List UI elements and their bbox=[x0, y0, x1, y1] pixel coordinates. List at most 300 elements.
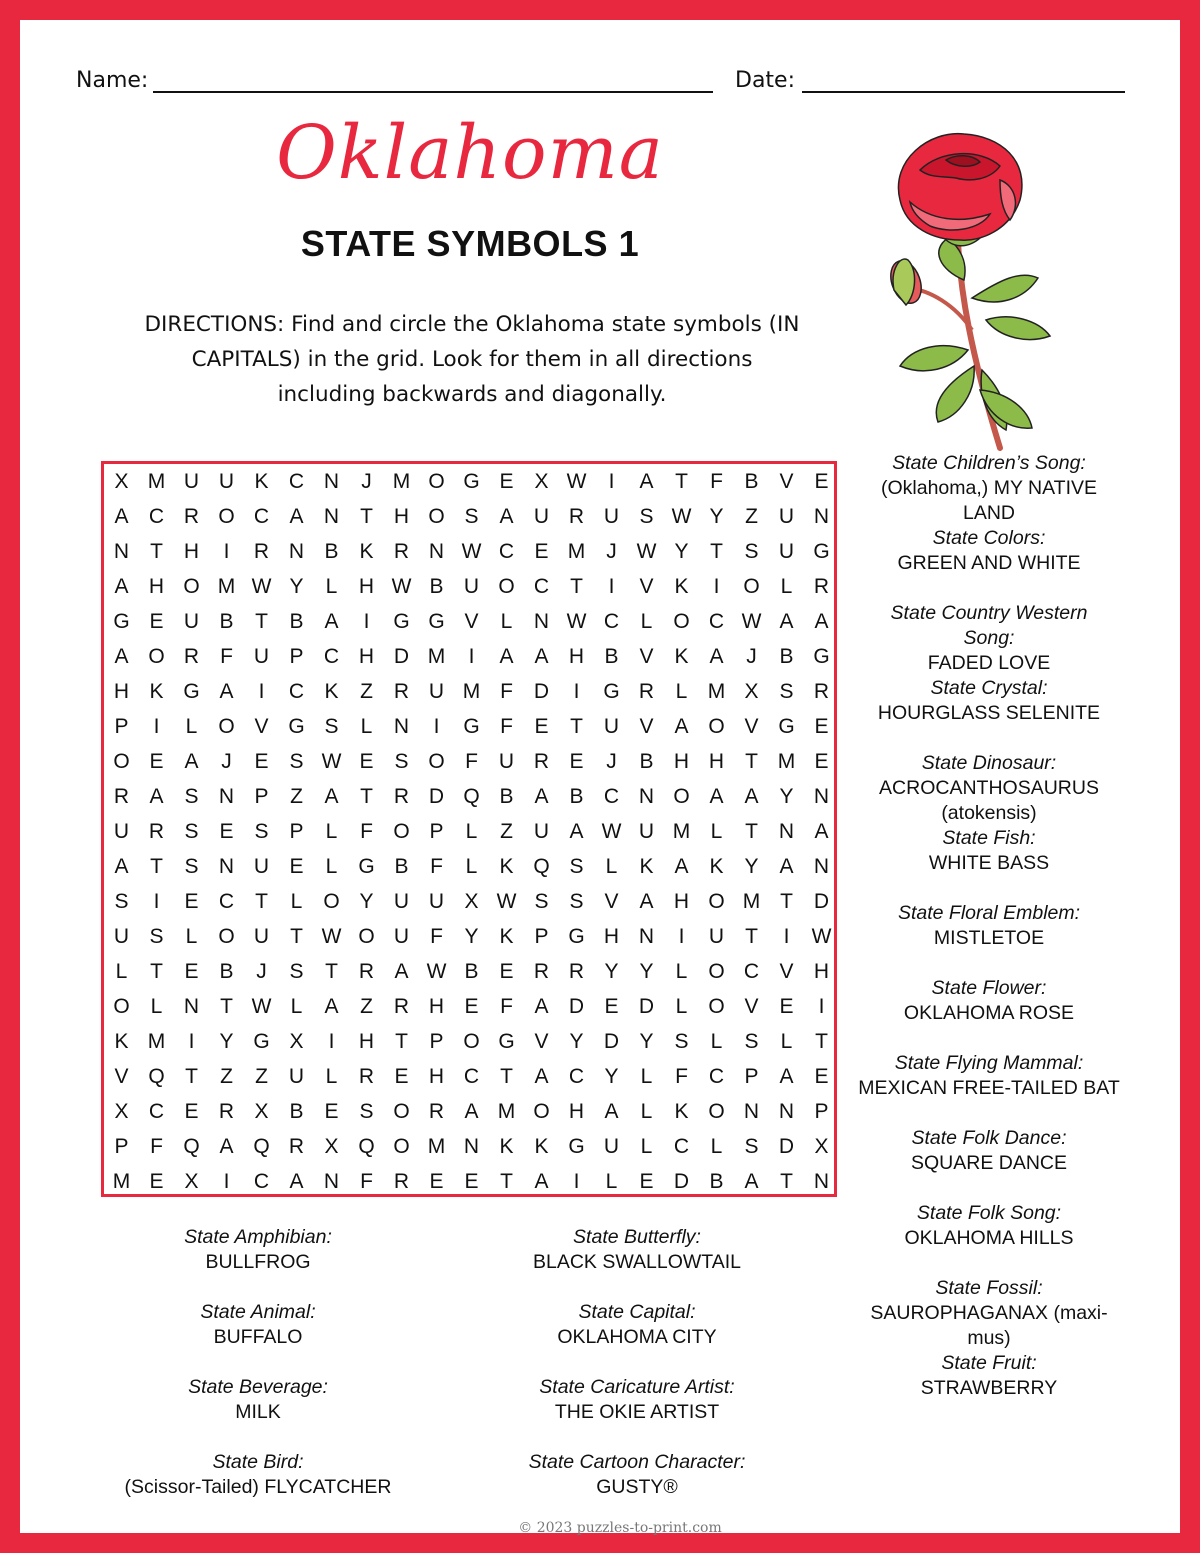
grid-letter[interactable]: J bbox=[606, 750, 617, 773]
grid-letter[interactable]: K bbox=[499, 925, 514, 948]
grid-letter[interactable]: Y bbox=[604, 960, 619, 983]
grid-letter[interactable]: O bbox=[393, 1135, 410, 1158]
grid-letter[interactable]: O bbox=[708, 1100, 725, 1123]
grid-letter[interactable]: S bbox=[779, 680, 794, 703]
grid-letter[interactable]: J bbox=[256, 960, 267, 983]
grid-letter[interactable]: U bbox=[533, 820, 550, 843]
grid-letter[interactable]: J bbox=[361, 470, 372, 493]
grid-letter[interactable]: H bbox=[813, 960, 830, 983]
grid-letter[interactable]: O bbox=[113, 995, 130, 1018]
grid-letter[interactable]: B bbox=[779, 645, 794, 668]
grid-letter[interactable]: U bbox=[778, 540, 795, 563]
grid-letter[interactable]: F bbox=[360, 820, 373, 843]
grid-letter[interactable]: F bbox=[500, 715, 513, 738]
grid-letter[interactable]: R bbox=[568, 960, 585, 983]
grid-letter[interactable]: M bbox=[742, 890, 761, 913]
grid-letter[interactable]: T bbox=[500, 1065, 513, 1088]
grid-letter[interactable]: V bbox=[744, 995, 759, 1018]
grid-letter[interactable]: I bbox=[328, 1030, 335, 1053]
grid-letter[interactable]: K bbox=[359, 540, 374, 563]
grid-letter[interactable]: J bbox=[746, 645, 757, 668]
grid-letter[interactable]: N bbox=[638, 785, 655, 808]
grid-letter[interactable]: X bbox=[289, 1030, 304, 1053]
grid-letter[interactable]: H bbox=[358, 645, 375, 668]
grid-letter[interactable]: H bbox=[603, 925, 620, 948]
grid-letter[interactable]: L bbox=[640, 1065, 653, 1088]
grid-letter[interactable]: A bbox=[814, 610, 829, 633]
grid-letter[interactable]: I bbox=[153, 715, 160, 738]
grid-letter[interactable]: A bbox=[184, 750, 199, 773]
grid-letter[interactable]: X bbox=[114, 470, 129, 493]
grid-letter[interactable]: G bbox=[568, 925, 585, 948]
grid-letter[interactable]: S bbox=[324, 715, 339, 738]
grid-letter[interactable]: H bbox=[708, 750, 725, 773]
grid-letter[interactable]: N bbox=[743, 1100, 760, 1123]
grid-letter[interactable]: Q bbox=[148, 1065, 165, 1088]
grid-letter[interactable]: V bbox=[639, 575, 654, 598]
grid-letter[interactable]: N bbox=[813, 1170, 830, 1193]
grid-letter[interactable]: H bbox=[428, 995, 445, 1018]
grid-letter[interactable]: O bbox=[743, 575, 760, 598]
grid-letter[interactable]: U bbox=[253, 645, 270, 668]
grid-letter[interactable]: C bbox=[498, 540, 515, 563]
grid-letter[interactable]: F bbox=[150, 1135, 163, 1158]
grid-letter[interactable]: C bbox=[743, 960, 760, 983]
grid-letter[interactable]: K bbox=[254, 470, 269, 493]
grid-letter[interactable]: S bbox=[744, 1135, 759, 1158]
grid-letter[interactable]: Q bbox=[358, 1135, 375, 1158]
grid-letter[interactable]: L bbox=[185, 715, 198, 738]
grid-letter[interactable]: R bbox=[393, 995, 410, 1018]
grid-letter[interactable]: Z bbox=[220, 1065, 233, 1088]
grid-letter[interactable]: A bbox=[324, 610, 339, 633]
grid-letter[interactable]: L bbox=[185, 925, 198, 948]
grid-letter[interactable]: A bbox=[744, 1170, 759, 1193]
grid-letter[interactable]: Y bbox=[709, 505, 724, 528]
grid-letter[interactable]: T bbox=[220, 995, 233, 1018]
grid-letter[interactable]: H bbox=[393, 505, 410, 528]
grid-letter[interactable]: I bbox=[468, 645, 475, 668]
grid-letter[interactable]: R bbox=[393, 1170, 410, 1193]
grid-letter[interactable]: I bbox=[433, 715, 440, 738]
grid-letter[interactable]: L bbox=[605, 1170, 618, 1193]
grid-letter[interactable]: L bbox=[360, 715, 373, 738]
grid-letter[interactable]: T bbox=[185, 1065, 198, 1088]
grid-letter[interactable]: O bbox=[533, 1100, 550, 1123]
grid-letter[interactable]: I bbox=[223, 1170, 230, 1193]
grid-letter[interactable]: S bbox=[184, 820, 199, 843]
grid-letter[interactable]: S bbox=[289, 960, 304, 983]
grid-letter[interactable]: U bbox=[463, 575, 480, 598]
grid-letter[interactable]: O bbox=[113, 750, 130, 773]
grid-letter[interactable]: I bbox=[573, 680, 580, 703]
grid-letter[interactable]: N bbox=[288, 540, 305, 563]
grid-letter[interactable]: N bbox=[323, 505, 340, 528]
grid-letter[interactable]: U bbox=[533, 505, 550, 528]
grid-letter[interactable]: K bbox=[674, 575, 689, 598]
grid-letter[interactable]: C bbox=[218, 890, 235, 913]
grid-letter[interactable]: R bbox=[393, 785, 410, 808]
grid-letter[interactable]: O bbox=[708, 960, 725, 983]
grid-letter[interactable]: P bbox=[289, 820, 304, 843]
grid-letter[interactable]: K bbox=[114, 1030, 129, 1053]
grid-letter[interactable]: G bbox=[603, 680, 620, 703]
grid-letter[interactable]: H bbox=[183, 540, 200, 563]
grid-letter[interactable]: P bbox=[534, 925, 549, 948]
grid-letter[interactable]: N bbox=[638, 925, 655, 948]
grid-letter[interactable]: T bbox=[255, 890, 268, 913]
grid-letter[interactable]: Y bbox=[569, 1030, 584, 1053]
grid-letter[interactable]: A bbox=[569, 820, 584, 843]
grid-letter[interactable]: N bbox=[393, 715, 410, 738]
grid-letter[interactable]: B bbox=[289, 610, 304, 633]
grid-letter[interactable]: L bbox=[675, 680, 688, 703]
grid-letter[interactable]: K bbox=[499, 1135, 514, 1158]
grid-letter[interactable]: Y bbox=[289, 575, 304, 598]
grid-letter[interactable]: E bbox=[429, 1170, 444, 1193]
grid-letter[interactable]: G bbox=[183, 680, 200, 703]
grid-letter[interactable]: P bbox=[114, 715, 129, 738]
grid-letter[interactable]: H bbox=[428, 1065, 445, 1088]
grid-letter[interactable]: O bbox=[148, 645, 165, 668]
grid-letter[interactable]: G bbox=[568, 1135, 585, 1158]
grid-letter[interactable]: C bbox=[533, 575, 550, 598]
grid-letter[interactable]: P bbox=[289, 645, 304, 668]
grid-letter[interactable]: T bbox=[395, 1030, 408, 1053]
grid-letter[interactable]: L bbox=[640, 1135, 653, 1158]
grid-letter[interactable]: G bbox=[463, 470, 480, 493]
grid-letter[interactable]: G bbox=[813, 645, 830, 668]
grid-letter[interactable]: C bbox=[708, 610, 725, 633]
grid-letter[interactable]: T bbox=[570, 715, 583, 738]
grid-letter[interactable]: Y bbox=[744, 855, 759, 878]
grid-letter[interactable]: W bbox=[321, 925, 342, 948]
grid-letter[interactable]: B bbox=[324, 540, 339, 563]
grid-letter[interactable]: O bbox=[323, 890, 340, 913]
grid-letter[interactable]: U bbox=[393, 925, 410, 948]
grid-letter[interactable]: S bbox=[184, 855, 199, 878]
grid-letter[interactable]: U bbox=[218, 470, 235, 493]
grid-letter[interactable]: G bbox=[463, 715, 480, 738]
grid-letter[interactable]: A bbox=[114, 505, 129, 528]
grid-letter[interactable]: E bbox=[569, 750, 584, 773]
grid-letter[interactable]: O bbox=[673, 610, 690, 633]
grid-letter[interactable]: T bbox=[360, 505, 373, 528]
grid-letter[interactable]: Y bbox=[779, 785, 794, 808]
grid-letter[interactable]: I bbox=[713, 575, 720, 598]
grid-letter[interactable]: L bbox=[710, 820, 723, 843]
grid-letter[interactable]: Q bbox=[183, 1135, 200, 1158]
grid-letter[interactable]: T bbox=[290, 925, 303, 948]
grid-letter[interactable]: G bbox=[393, 610, 410, 633]
grid-letter[interactable]: K bbox=[639, 855, 654, 878]
grid-letter[interactable]: S bbox=[184, 785, 199, 808]
grid-letter[interactable]: U bbox=[288, 1065, 305, 1088]
grid-letter[interactable]: U bbox=[113, 925, 130, 948]
grid-letter[interactable]: N bbox=[218, 855, 235, 878]
grid-letter[interactable]: E bbox=[184, 890, 199, 913]
grid-letter[interactable]: M bbox=[147, 470, 166, 493]
grid-letter[interactable]: X bbox=[464, 890, 479, 913]
grid-letter[interactable]: I bbox=[153, 890, 160, 913]
grid-letter[interactable]: N bbox=[183, 995, 200, 1018]
grid-letter[interactable]: O bbox=[428, 750, 445, 773]
grid-letter[interactable]: A bbox=[499, 505, 514, 528]
grid-letter[interactable]: T bbox=[570, 575, 583, 598]
grid-letter[interactable]: U bbox=[183, 610, 200, 633]
grid-letter[interactable]: R bbox=[638, 680, 655, 703]
grid-letter[interactable]: L bbox=[675, 995, 688, 1018]
grid-letter[interactable]: E bbox=[814, 470, 829, 493]
grid-letter[interactable]: A bbox=[289, 1170, 304, 1193]
grid-letter[interactable]: O bbox=[218, 505, 235, 528]
grid-letter[interactable]: B bbox=[639, 750, 654, 773]
grid-letter[interactable]: M bbox=[427, 645, 446, 668]
grid-letter[interactable]: F bbox=[465, 750, 478, 773]
grid-letter[interactable]: U bbox=[428, 680, 445, 703]
grid-letter[interactable]: A bbox=[639, 890, 654, 913]
grid-letter[interactable]: E bbox=[814, 750, 829, 773]
grid-letter[interactable]: M bbox=[112, 1170, 131, 1193]
grid-letter[interactable]: O bbox=[498, 575, 515, 598]
grid-letter[interactable]: D bbox=[568, 995, 585, 1018]
grid-letter[interactable]: E bbox=[149, 1170, 164, 1193]
grid-letter[interactable]: H bbox=[673, 890, 690, 913]
grid-letter[interactable]: B bbox=[709, 1170, 724, 1193]
grid-letter[interactable]: T bbox=[150, 855, 163, 878]
grid-letter[interactable]: U bbox=[603, 1135, 620, 1158]
grid-letter[interactable]: S bbox=[394, 750, 409, 773]
grid-letter[interactable]: I bbox=[608, 470, 615, 493]
grid-letter[interactable]: P bbox=[254, 785, 269, 808]
grid-letter[interactable]: E bbox=[184, 1100, 199, 1123]
grid-letter[interactable]: S bbox=[639, 505, 654, 528]
grid-letter[interactable]: A bbox=[289, 505, 304, 528]
grid-letter[interactable]: L bbox=[325, 820, 338, 843]
grid-letter[interactable]: B bbox=[604, 645, 619, 668]
grid-letter[interactable]: S bbox=[569, 890, 584, 913]
grid-letter[interactable]: A bbox=[709, 785, 724, 808]
grid-letter[interactable]: B bbox=[464, 960, 479, 983]
grid-letter[interactable]: L bbox=[640, 1100, 653, 1123]
grid-letter[interactable]: E bbox=[184, 960, 199, 983]
grid-letter[interactable]: E bbox=[359, 750, 374, 773]
grid-letter[interactable]: U bbox=[603, 715, 620, 738]
grid-letter[interactable]: W bbox=[811, 925, 832, 948]
grid-letter[interactable]: H bbox=[358, 1030, 375, 1053]
grid-letter[interactable]: V bbox=[604, 890, 619, 913]
grid-letter[interactable]: E bbox=[289, 855, 304, 878]
grid-letter[interactable]: C bbox=[603, 610, 620, 633]
grid-letter[interactable]: O bbox=[393, 1100, 410, 1123]
grid-letter[interactable]: M bbox=[392, 470, 411, 493]
grid-letter[interactable]: A bbox=[814, 820, 829, 843]
grid-letter[interactable]: V bbox=[639, 645, 654, 668]
grid-letter[interactable]: L bbox=[290, 890, 303, 913]
grid-letter[interactable]: S bbox=[744, 1030, 759, 1053]
grid-letter[interactable]: V bbox=[534, 1030, 549, 1053]
grid-letter[interactable]: S bbox=[149, 925, 164, 948]
grid-letter[interactable]: G bbox=[813, 540, 830, 563]
grid-letter[interactable]: W bbox=[566, 610, 587, 633]
grid-letter[interactable]: N bbox=[813, 505, 830, 528]
grid-letter[interactable]: L bbox=[640, 610, 653, 633]
grid-letter[interactable]: I bbox=[188, 1030, 195, 1053]
grid-letter[interactable]: K bbox=[324, 680, 339, 703]
grid-letter[interactable]: O bbox=[183, 575, 200, 598]
date-field-line[interactable] bbox=[802, 91, 1125, 93]
grid-letter[interactable]: V bbox=[464, 610, 479, 633]
grid-letter[interactable]: I bbox=[678, 925, 685, 948]
grid-letter[interactable]: B bbox=[219, 960, 234, 983]
grid-letter[interactable]: M bbox=[462, 680, 481, 703]
grid-letter[interactable]: C bbox=[708, 1065, 725, 1088]
grid-letter[interactable]: W bbox=[741, 610, 762, 633]
grid-letter[interactable]: A bbox=[499, 645, 514, 668]
grid-letter[interactable]: E bbox=[464, 1170, 479, 1193]
grid-letter[interactable]: I bbox=[573, 1170, 580, 1193]
grid-letter[interactable]: A bbox=[674, 715, 689, 738]
grid-letter[interactable]: N bbox=[533, 610, 550, 633]
grid-letter[interactable]: E bbox=[149, 750, 164, 773]
grid-letter[interactable]: A bbox=[114, 855, 129, 878]
grid-letter[interactable]: S bbox=[569, 855, 584, 878]
grid-letter[interactable]: R bbox=[813, 575, 830, 598]
grid-letter[interactable]: I bbox=[608, 575, 615, 598]
grid-letter[interactable]: L bbox=[605, 855, 618, 878]
grid-letter[interactable]: Z bbox=[500, 820, 513, 843]
grid-letter[interactable]: O bbox=[218, 715, 235, 738]
grid-letter[interactable]: R bbox=[148, 820, 165, 843]
grid-letter[interactable]: W bbox=[636, 540, 657, 563]
grid-letter[interactable]: T bbox=[780, 1170, 793, 1193]
grid-letter[interactable]: A bbox=[534, 785, 549, 808]
grid-letter[interactable]: O bbox=[358, 925, 375, 948]
grid-letter[interactable]: T bbox=[150, 960, 163, 983]
grid-letter[interactable]: S bbox=[674, 1030, 689, 1053]
grid-letter[interactable]: U bbox=[708, 925, 725, 948]
grid-letter[interactable]: R bbox=[253, 540, 270, 563]
grid-letter[interactable]: R bbox=[393, 540, 410, 563]
grid-letter[interactable]: N bbox=[813, 785, 830, 808]
grid-letter[interactable]: R bbox=[183, 645, 200, 668]
grid-letter[interactable]: K bbox=[534, 1135, 549, 1158]
grid-letter[interactable]: Q bbox=[533, 855, 550, 878]
grid-letter[interactable]: D bbox=[638, 995, 655, 1018]
grid-letter[interactable]: Z bbox=[360, 680, 373, 703]
grid-letter[interactable]: N bbox=[428, 540, 445, 563]
grid-letter[interactable]: K bbox=[499, 855, 514, 878]
grid-letter[interactable]: A bbox=[114, 645, 129, 668]
grid-letter[interactable]: W bbox=[321, 750, 342, 773]
grid-letter[interactable]: S bbox=[254, 820, 269, 843]
grid-letter[interactable]: U bbox=[638, 820, 655, 843]
grid-letter[interactable]: S bbox=[534, 890, 549, 913]
grid-letter[interactable]: G bbox=[253, 1030, 270, 1053]
grid-letter[interactable]: C bbox=[568, 1065, 585, 1088]
grid-letter[interactable]: V bbox=[779, 470, 794, 493]
grid-letter[interactable]: K bbox=[674, 645, 689, 668]
grid-letter[interactable]: N bbox=[323, 470, 340, 493]
grid-letter[interactable]: X bbox=[184, 1170, 199, 1193]
grid-letter[interactable]: T bbox=[780, 890, 793, 913]
grid-letter[interactable]: A bbox=[534, 645, 549, 668]
grid-letter[interactable]: L bbox=[780, 575, 793, 598]
grid-letter[interactable]: H bbox=[113, 680, 130, 703]
grid-letter[interactable]: W bbox=[426, 960, 447, 983]
grid-letter[interactable]: D bbox=[813, 890, 830, 913]
grid-letter[interactable]: P bbox=[114, 1135, 129, 1158]
grid-letter[interactable]: R bbox=[533, 960, 550, 983]
grid-letter[interactable]: E bbox=[149, 610, 164, 633]
grid-letter[interactable]: J bbox=[221, 750, 232, 773]
grid-letter[interactable]: A bbox=[114, 575, 129, 598]
grid-letter[interactable]: I bbox=[783, 925, 790, 948]
grid-letter[interactable]: K bbox=[709, 855, 724, 878]
grid-letter[interactable]: A bbox=[534, 1170, 549, 1193]
grid-letter[interactable]: R bbox=[813, 680, 830, 703]
grid-letter[interactable]: C bbox=[603, 785, 620, 808]
grid-letter[interactable]: A bbox=[149, 785, 164, 808]
grid-letter[interactable]: U bbox=[498, 750, 515, 773]
grid-letter[interactable]: F bbox=[500, 995, 513, 1018]
grid-letter[interactable]: A bbox=[674, 855, 689, 878]
grid-letter[interactable]: C bbox=[463, 1065, 480, 1088]
grid-letter[interactable]: X bbox=[324, 1135, 339, 1158]
grid-letter[interactable]: Q bbox=[463, 785, 480, 808]
grid-letter[interactable]: F bbox=[360, 1170, 373, 1193]
grid-letter[interactable]: B bbox=[744, 470, 759, 493]
grid-letter[interactable]: U bbox=[183, 470, 200, 493]
grid-letter[interactable]: O bbox=[393, 820, 410, 843]
grid-letter[interactable]: E bbox=[324, 1100, 339, 1123]
grid-letter[interactable]: D bbox=[393, 645, 410, 668]
grid-letter[interactable]: R bbox=[113, 785, 130, 808]
grid-letter[interactable]: C bbox=[288, 680, 305, 703]
grid-letter[interactable]: C bbox=[673, 1135, 690, 1158]
grid-letter[interactable]: G bbox=[113, 610, 130, 633]
grid-letter[interactable]: Y bbox=[604, 1065, 619, 1088]
grid-letter[interactable]: I bbox=[258, 680, 265, 703]
grid-letter[interactable]: D bbox=[673, 1170, 690, 1193]
grid-letter[interactable]: M bbox=[427, 1135, 446, 1158]
grid-letter[interactable]: T bbox=[150, 540, 163, 563]
grid-letter[interactable]: O bbox=[708, 715, 725, 738]
grid-letter[interactable]: D bbox=[533, 680, 550, 703]
grid-letter[interactable]: U bbox=[393, 890, 410, 913]
grid-letter[interactable]: F bbox=[675, 1065, 688, 1088]
grid-letter[interactable]: M bbox=[707, 680, 726, 703]
grid-letter[interactable]: M bbox=[672, 820, 691, 843]
grid-letter[interactable]: A bbox=[324, 995, 339, 1018]
grid-letter[interactable]: L bbox=[780, 1030, 793, 1053]
grid-letter[interactable]: T bbox=[255, 610, 268, 633]
grid-letter[interactable]: T bbox=[360, 785, 373, 808]
grid-letter[interactable]: L bbox=[675, 960, 688, 983]
grid-letter[interactable]: E bbox=[499, 470, 514, 493]
grid-letter[interactable]: R bbox=[183, 505, 200, 528]
grid-letter[interactable]: H bbox=[673, 750, 690, 773]
grid-letter[interactable]: M bbox=[567, 540, 586, 563]
grid-letter[interactable]: T bbox=[325, 960, 338, 983]
grid-letter[interactable]: A bbox=[639, 470, 654, 493]
grid-letter[interactable]: A bbox=[709, 645, 724, 668]
grid-letter[interactable]: B bbox=[289, 1100, 304, 1123]
grid-letter[interactable]: A bbox=[219, 1135, 234, 1158]
grid-letter[interactable]: G bbox=[498, 1030, 515, 1053]
grid-letter[interactable]: E bbox=[779, 995, 794, 1018]
grid-letter[interactable]: W bbox=[601, 820, 622, 843]
